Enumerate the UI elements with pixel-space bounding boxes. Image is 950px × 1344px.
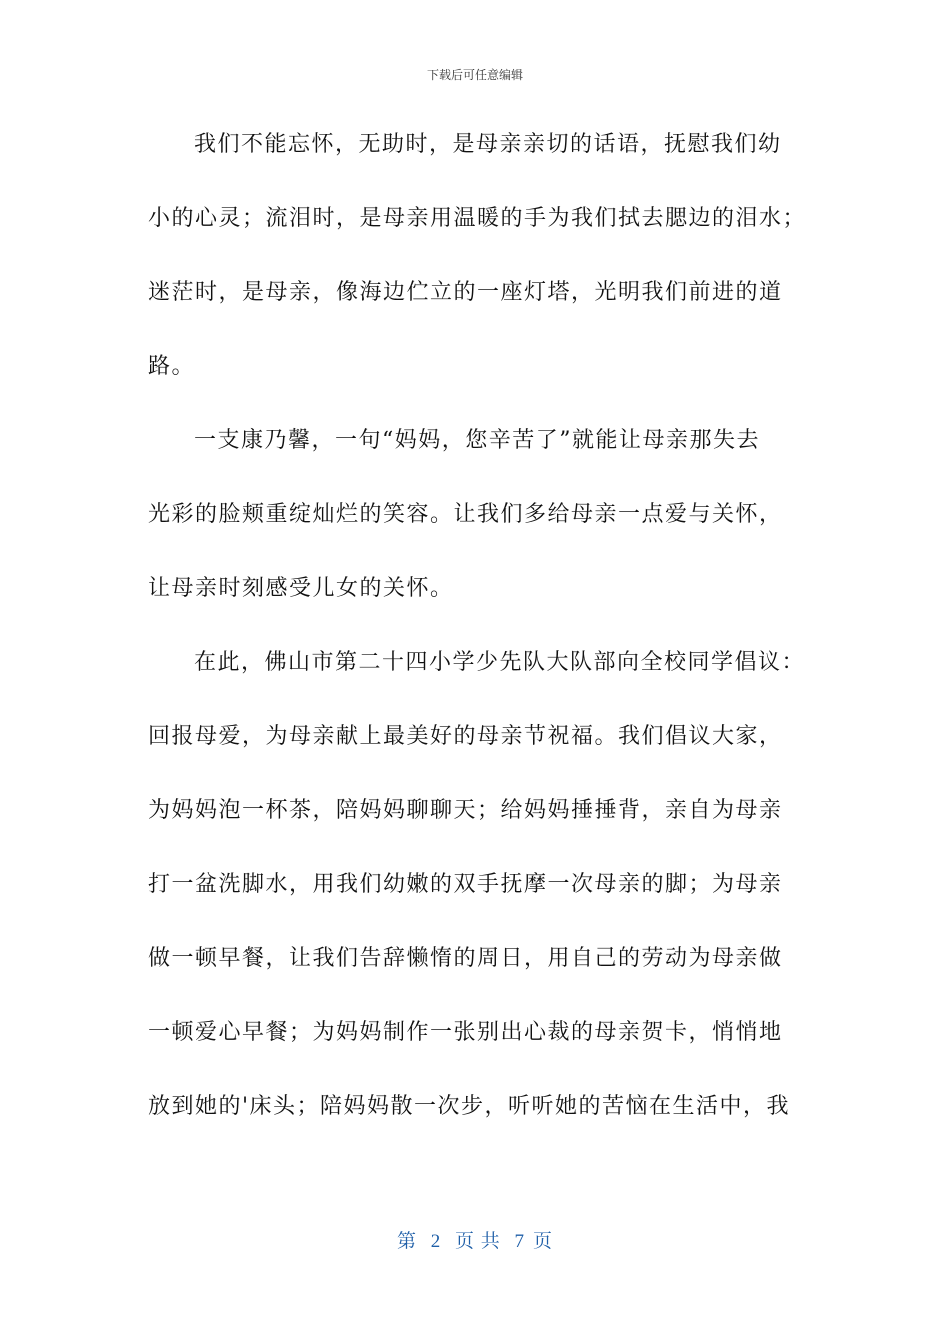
text-line: 让母亲时刻感受儿女的关怀。	[148, 576, 454, 601]
paragraph	[148, 643, 808, 1161]
paragraph	[148, 421, 808, 643]
text-line: 为妈妈泡一杯茶，陪妈妈聊聊天；给妈妈捶捶背，亲自为母亲	[148, 798, 783, 823]
text-line: 做一顿早餐，让我们告辞懒惰的周日，用自己的劳动为母亲做	[148, 946, 783, 971]
page-footer	[0, 1226, 950, 1253]
text-line: 光彩的脸颊重绽灿烂的笑容。让我们多给母亲一点爱与关怀，	[148, 502, 783, 527]
text-line: 一支康乃馨，一句“妈妈，您辛苦了”就能让母亲那失去	[194, 428, 760, 453]
text-line: 路。	[148, 354, 196, 379]
text-line: 一顿爱心早餐；为妈妈制作一张别出心裁的母亲贺卡，悄悄地	[148, 1020, 783, 1045]
text-line: 迷茫时，是母亲，像海边伫立的一座灯塔，光明我们前进的道	[148, 280, 783, 305]
footer-middle: 页 共	[454, 1231, 501, 1252]
document-body	[148, 125, 808, 1161]
text-line: 我们不能忘怀，无助时，是母亲亲切的话语，抚慰我们幼	[194, 132, 782, 157]
text-line: 回报母爱，为母亲献上最美好的母亲节祝福。我们倡议大家，	[148, 724, 783, 749]
footer-prefix: 第	[396, 1231, 417, 1252]
text-line: 打一盆洗脚水，用我们幼嫩的双手抚摩一次母亲的脚；为母亲	[148, 872, 783, 897]
text-line: 在此，佛山市第二十四小学少先队大队部向全校同学倡议：	[194, 650, 806, 675]
page-number: 2	[430, 1231, 442, 1252]
text-line: 小的心灵；流泪时，是母亲用温暖的手为我们拭去腮边的泪水；	[148, 206, 807, 231]
page-header: 下载后可任意编辑	[426, 68, 523, 82]
footer-suffix: 页	[533, 1231, 554, 1252]
text-line: 放到她的'床头；陪妈妈散一次步，听听她的苦恼在生活中，我	[148, 1094, 791, 1119]
paragraph	[148, 125, 808, 421]
total-pages: 7	[514, 1231, 525, 1252]
